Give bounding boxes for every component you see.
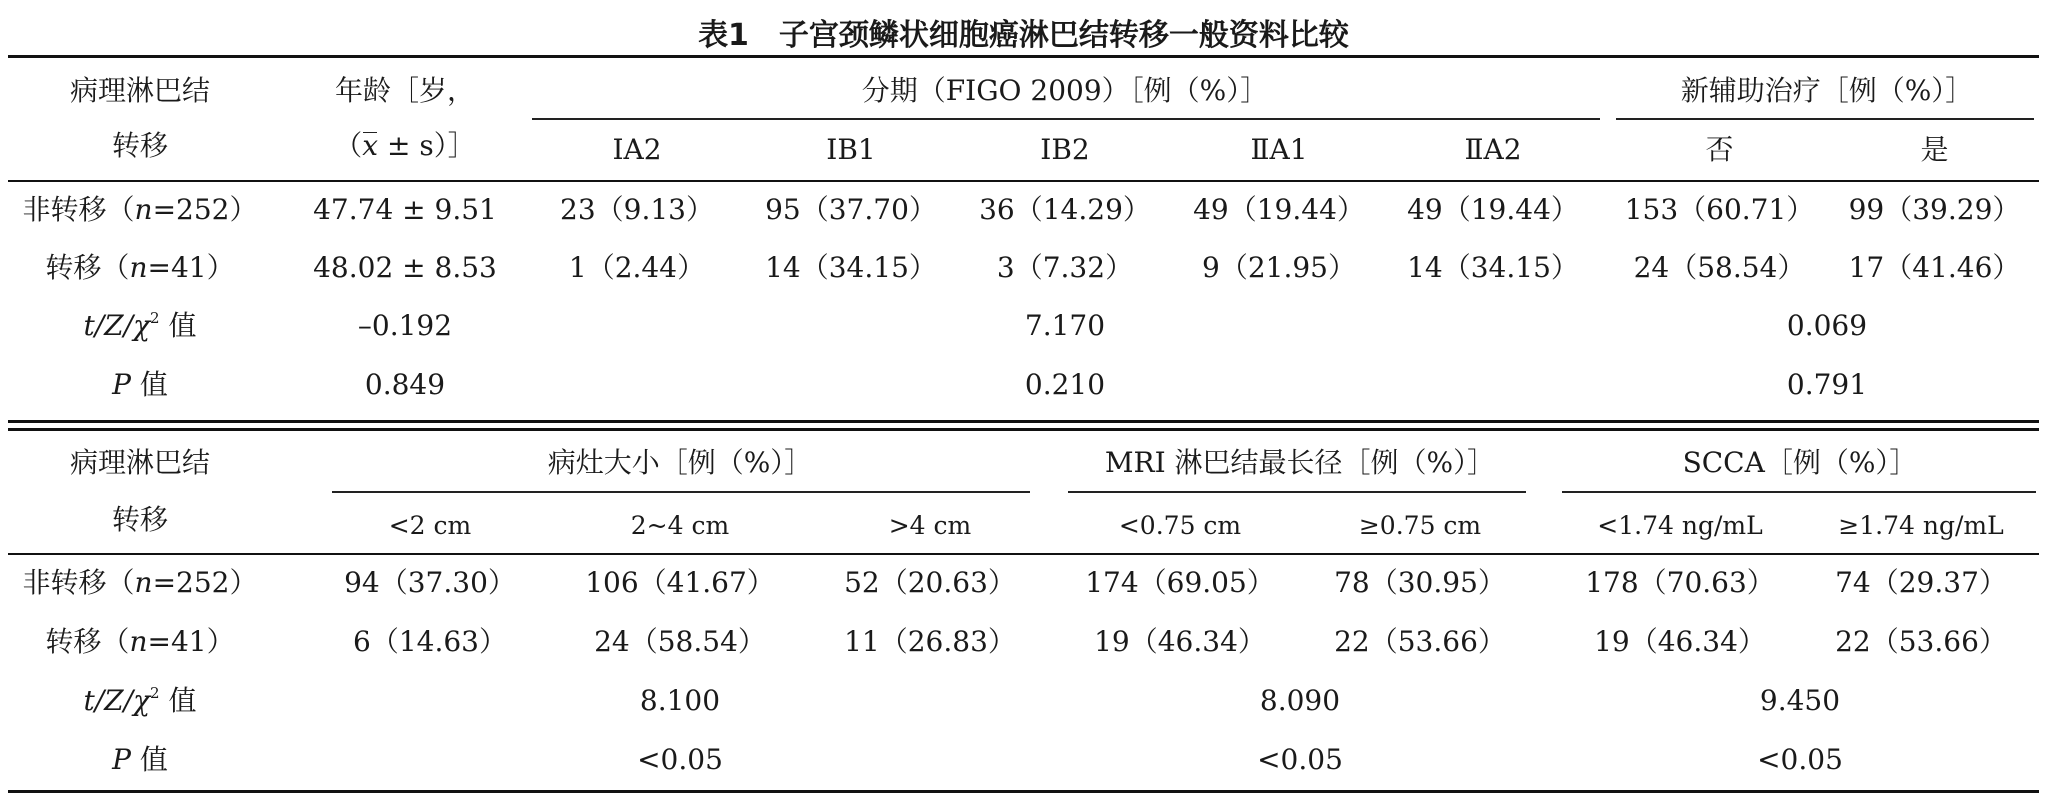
- lesion-header-lt2: <2 cm: [388, 511, 472, 540]
- mri-subrule: [1068, 491, 1526, 493]
- table-row-label: 非转移（n=252）: [22, 193, 258, 226]
- table-cell: 19（46.34）: [1094, 625, 1266, 658]
- table-row-label: 转移（n=41）: [45, 251, 235, 284]
- table-cell: –0.192: [357, 309, 453, 342]
- table-cell: 9（21.95）: [1202, 251, 1356, 284]
- scca-group-header: SCCA［例（%）］: [1682, 446, 1918, 479]
- table-cell: 1（2.44）: [568, 251, 706, 284]
- neo-header-no: 否: [1705, 133, 1734, 166]
- scca-subrule: [1562, 491, 2036, 493]
- table-cell: 17（41.46）: [1848, 251, 2021, 284]
- table-cell: 106（41.67）: [585, 566, 775, 599]
- table1-header-rule: [8, 180, 2039, 182]
- table-cell: 36（14.29）: [979, 193, 1151, 226]
- table-cell: 52（20.63）: [844, 566, 1016, 599]
- table-cell: 0.791: [1786, 368, 1868, 401]
- table-cell: 78（30.95）: [1334, 566, 1506, 599]
- stat-row-label: $t/Z/\chi^2$ 值: [83, 309, 197, 342]
- stage-header-iia2: ⅡA2: [1464, 133, 1522, 166]
- table-cell: 0.849: [364, 368, 446, 401]
- scca-header-lt174: <1.74 ng/mL: [1597, 511, 1763, 540]
- table2-group-header: 病理淋巴结: [69, 446, 210, 479]
- table-cell: 174（69.05）: [1085, 566, 1275, 599]
- scca-header-ge174: ≥1.74 ng/mL: [1838, 511, 2004, 540]
- table-cell: 95（37.70）: [765, 193, 937, 226]
- stage-header-ib1: ⅠB1: [826, 133, 876, 166]
- stat-row-label: $t/Z/\chi^2$ 值: [83, 684, 197, 717]
- p-row-label: P 值: [112, 368, 168, 401]
- table1-group-header-line2: 转移: [111, 129, 168, 162]
- table-cell: 49（19.44）: [1407, 193, 1579, 226]
- lesion-group-header: 病灶大小［例（%）］: [547, 446, 813, 479]
- table2-group-header-line2: 转移: [111, 503, 168, 536]
- mri-header-ge075: ≥0.75 cm: [1358, 511, 1482, 540]
- table-cell: 22（53.66）: [1334, 625, 1506, 658]
- table-cell: 74（29.37）: [1835, 566, 2007, 599]
- table-cell: <0.05: [637, 743, 723, 776]
- table-row-label: 转移（n=41）: [45, 625, 235, 658]
- table-cell: <0.05: [1757, 743, 1843, 776]
- table2-header-rule: [8, 553, 2039, 555]
- table-row-label: 非转移（n=252）: [22, 566, 258, 599]
- stage-header-iia1: ⅡA1: [1250, 133, 1308, 166]
- table-bottom-rule: [8, 790, 2039, 793]
- table-separator-rule-1: [8, 420, 2039, 423]
- table-cell: 11（26.83）: [844, 625, 1016, 658]
- table-cell: 178（70.63）: [1585, 566, 1775, 599]
- table1-stage-subrule: [532, 118, 1600, 120]
- table-cell: 9.450: [1759, 684, 1841, 717]
- table-cell: 8.100: [639, 684, 721, 717]
- table-cell: 0.210: [1024, 368, 1106, 401]
- stage-header-ia2: ⅠA2: [612, 133, 662, 166]
- table-cell: 0.069: [1786, 309, 1868, 342]
- table-cell: 94（37.30）: [344, 566, 516, 599]
- table-cell: 99（39.29）: [1848, 193, 2021, 226]
- table-separator-rule-2: [8, 428, 2039, 431]
- table-cell: 6（14.63）: [353, 625, 507, 658]
- table-cell: 7.170: [1024, 309, 1106, 342]
- table-cell: <0.05: [1257, 743, 1343, 776]
- table-cell: 8.090: [1259, 684, 1341, 717]
- table-cell: 48.02 ± 8.53: [313, 251, 497, 284]
- table1-group-header: 病理淋巴结: [69, 74, 210, 107]
- table-cell: 23（9.13）: [560, 193, 714, 226]
- lesion-header-gt4: >4 cm: [888, 511, 972, 540]
- table1-stage-group-header: 分期（FIGO 2009）［例（%）］: [861, 74, 1269, 107]
- table-cell: 19（46.34）: [1594, 625, 1766, 658]
- mri-group-header: MRI 淋巴结最长径［例（%）］: [1104, 446, 1496, 479]
- table-cell: 24（58.54）: [594, 625, 766, 658]
- table1-neo-subrule: [1616, 118, 2034, 120]
- table1-age-header: 年龄［岁，: [334, 74, 475, 107]
- table1-top-rule: [8, 55, 2039, 58]
- lesion-header-2to4: 2~4 cm: [630, 511, 730, 540]
- p-row-label: P 值: [112, 743, 168, 776]
- table-cell: 14（34.15）: [1407, 251, 1579, 284]
- table-cell: 153（60.71）: [1624, 193, 1815, 226]
- table-cell: 14（34.15）: [765, 251, 937, 284]
- table-cell: 3（7.32）: [996, 251, 1134, 284]
- table-cell: 49（19.44）: [1193, 193, 1365, 226]
- stage-header-ib2: ⅠB2: [1040, 133, 1090, 166]
- mri-header-lt075: <0.75 cm: [1118, 511, 1242, 540]
- table1-neo-group-header: 新辅助治疗［例（%）］: [1680, 74, 1974, 107]
- table1-age-header-line2: （x ± s）］: [334, 129, 476, 162]
- lesion-subrule: [332, 491, 1030, 493]
- neo-header-yes: 是: [1920, 133, 1949, 166]
- table-title: 表1 子宫颈鳞状细胞癌淋巴结转移一般资料比较: [698, 18, 1349, 53]
- table-cell: 22（53.66）: [1835, 625, 2007, 658]
- table-cell: 24（58.54）: [1633, 251, 1806, 284]
- table-cell: 47.74 ± 9.51: [313, 193, 497, 226]
